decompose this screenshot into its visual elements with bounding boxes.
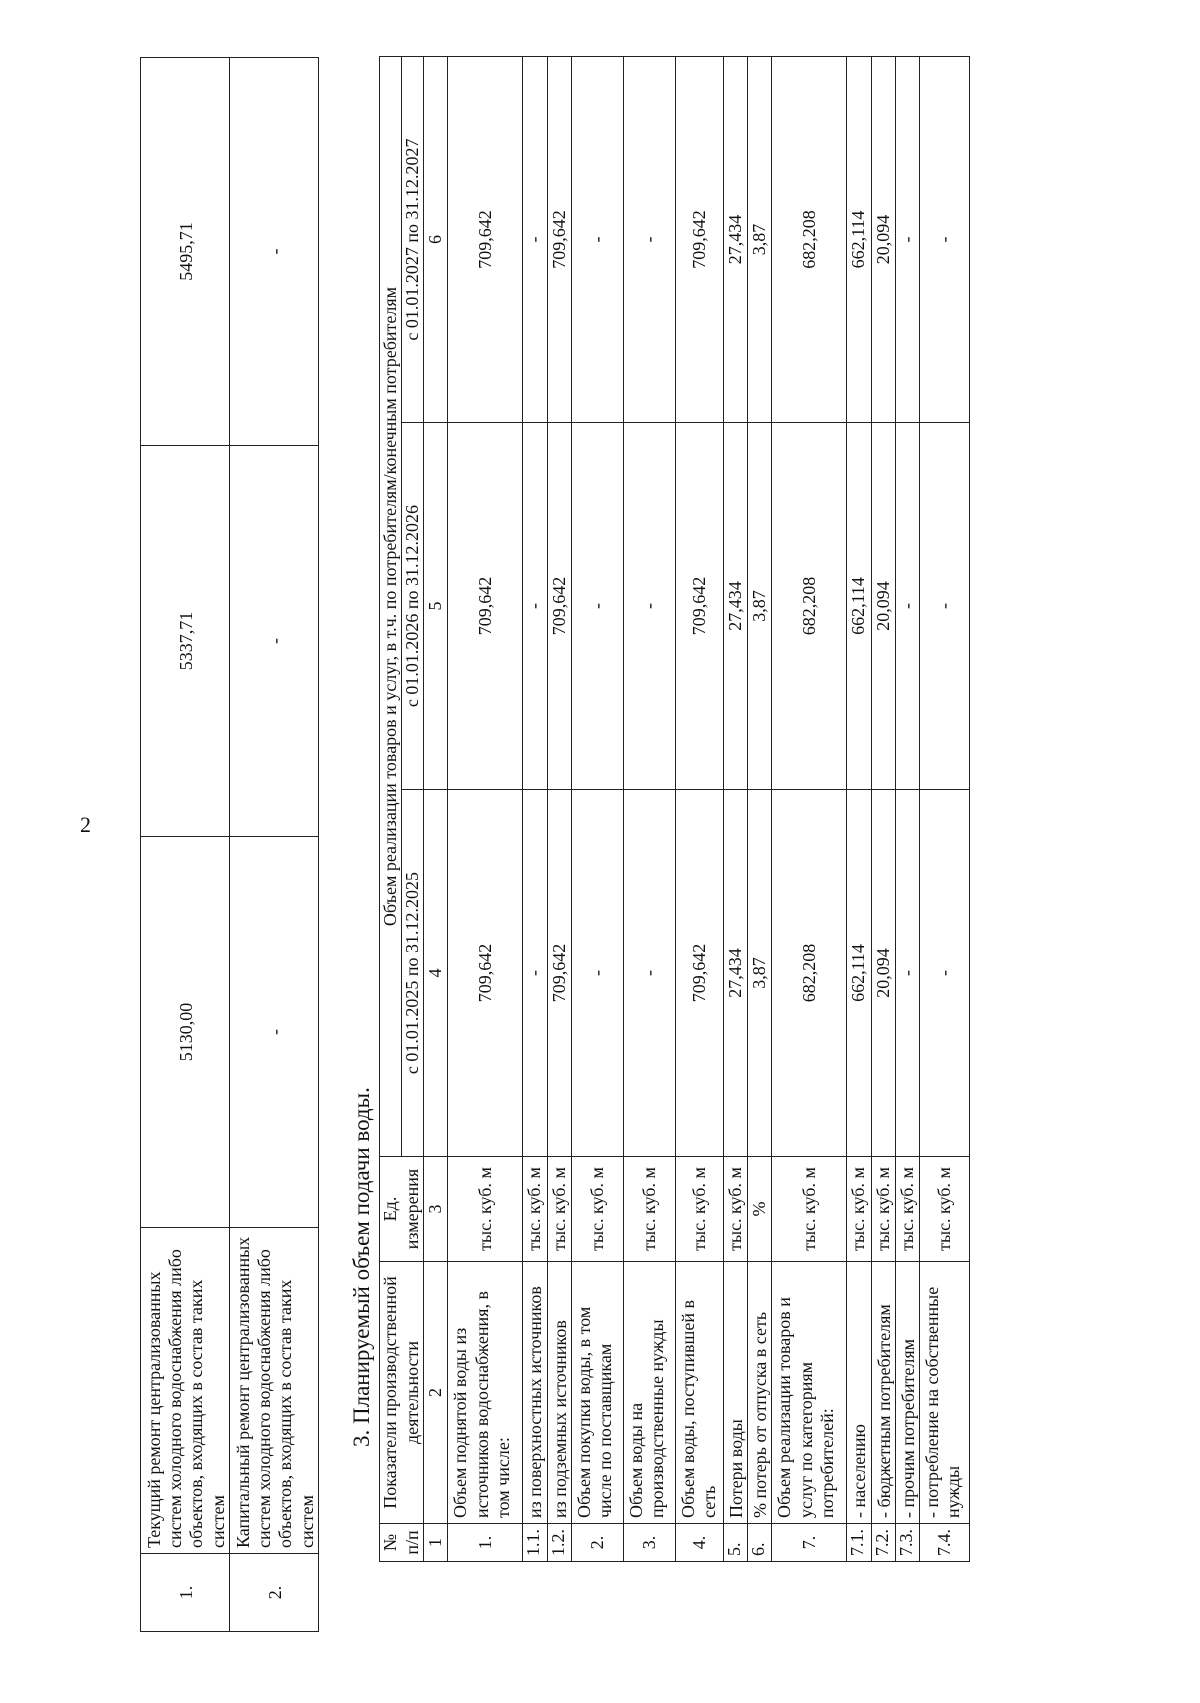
value-2025: - bbox=[523, 790, 547, 1157]
value-2026: - bbox=[919, 423, 969, 790]
unit: тыс. куб. м bbox=[871, 1157, 895, 1262]
table-row bbox=[448, 56, 523, 1561]
row-number: 5. bbox=[723, 1524, 747, 1562]
value-2026: 3,87 bbox=[748, 423, 772, 790]
row-number: 6. bbox=[748, 1524, 772, 1562]
value-2025: - bbox=[571, 790, 623, 1157]
header-period-2026: с 01.01.2026 по 31.12.2026 bbox=[402, 423, 424, 790]
indicator-name: Потери воды bbox=[723, 1262, 747, 1524]
indicator-name: - населению bbox=[847, 1262, 871, 1524]
value-2027: - bbox=[895, 56, 919, 422]
value-2026: 20,094 bbox=[871, 423, 895, 790]
value-2025: 709,642 bbox=[448, 790, 523, 1157]
header-period-2027: с 01.01.2027 по 31.12.2027 bbox=[402, 56, 424, 422]
unit: тыс. куб. м bbox=[675, 1157, 723, 1262]
indicator-name: из поверхностных источников bbox=[523, 1262, 547, 1524]
unit: тыс. куб. м bbox=[723, 1157, 747, 1262]
table-row bbox=[772, 56, 847, 1561]
unit: тыс. куб. м bbox=[919, 1157, 969, 1262]
col-number: 3 bbox=[424, 1157, 448, 1262]
header-indicator: Показатели производственной деятельности bbox=[379, 1262, 423, 1524]
value-2026: - bbox=[571, 423, 623, 790]
value-2027: - bbox=[623, 56, 675, 422]
row-number: 7.3. bbox=[895, 1524, 919, 1562]
col-number: 2 bbox=[424, 1262, 448, 1524]
value-2026: 662,114 bbox=[847, 423, 871, 790]
value-2025: 5130,00 bbox=[141, 837, 230, 1228]
value-2025: - bbox=[229, 837, 318, 1228]
col-number: 1 bbox=[424, 1524, 448, 1562]
value-2025: 709,642 bbox=[675, 790, 723, 1157]
value-2025: 709,642 bbox=[547, 790, 571, 1157]
value-2025: 3,87 bbox=[748, 790, 772, 1157]
work-name: Капитальный ремонт централизованных систем холодного водоснабжения либо объектов, входящих в состав таких систем bbox=[229, 1228, 318, 1554]
value-2026: - bbox=[623, 423, 675, 790]
col-number: 4 bbox=[424, 790, 448, 1157]
value-2026: 27,434 bbox=[723, 423, 747, 790]
section-title: 3. Планируемый объем подачи воды. bbox=[348, 1087, 374, 1447]
header-period-2025: с 01.01.2025 по 31.12.2025 bbox=[402, 790, 424, 1157]
row-number: 4. bbox=[675, 1524, 723, 1562]
value-2025: - bbox=[919, 790, 969, 1157]
value-2026: 682,208 bbox=[772, 423, 847, 790]
value-2026: - bbox=[229, 446, 318, 837]
value-2025: 27,434 bbox=[723, 790, 747, 1157]
table-row bbox=[571, 56, 623, 1561]
unit: тыс. куб. м bbox=[895, 1157, 919, 1262]
page-number: 2 bbox=[80, 812, 91, 837]
row-number: 7.2. bbox=[871, 1524, 895, 1562]
row-number: 1. bbox=[448, 1524, 523, 1562]
unit: тыс. куб. м bbox=[772, 1157, 847, 1262]
value-2027: - bbox=[229, 58, 318, 446]
row-number: 3. bbox=[623, 1524, 675, 1562]
header-unit: Ед. измерения bbox=[379, 1157, 423, 1262]
unit: тыс. куб. м bbox=[448, 1157, 523, 1262]
indicator-name: Объем поднятой воды из источников водоснабжения, в том числе: bbox=[448, 1262, 523, 1524]
unit: тыс. куб. м bbox=[571, 1157, 623, 1262]
unit: тыс. куб. м bbox=[623, 1157, 675, 1262]
table-row bbox=[723, 56, 747, 1561]
value-2027: 20,094 bbox=[871, 56, 895, 422]
indicator-name: Объем воды, поступившей в сеть bbox=[675, 1262, 723, 1524]
value-2027: 5495,71 bbox=[141, 58, 230, 446]
value-2026: 709,642 bbox=[675, 423, 723, 790]
value-2027: - bbox=[523, 56, 547, 422]
value-2025: 662,114 bbox=[847, 790, 871, 1157]
value-2025: 20,094 bbox=[871, 790, 895, 1157]
header-group: Объем реализации товаров и услуг, в т.ч. по потребителям/конечным потребителям bbox=[379, 56, 401, 1156]
indicator-name: - прочим потребителям bbox=[895, 1262, 919, 1524]
indicator-name: из подземных источников bbox=[547, 1262, 571, 1524]
header-row bbox=[379, 56, 401, 1561]
indicator-name: Объем покупки воды, в том числе по поставщикам bbox=[571, 1262, 623, 1524]
value-2027: - bbox=[919, 56, 969, 422]
table-row bbox=[748, 56, 772, 1561]
table-row bbox=[871, 56, 895, 1561]
row-number: 7. bbox=[772, 1524, 847, 1562]
table-row bbox=[229, 58, 318, 1632]
table-row bbox=[623, 56, 675, 1561]
value-2027: 709,642 bbox=[675, 56, 723, 422]
water-volume-table bbox=[379, 56, 970, 1562]
row-number: 1.2. bbox=[547, 1524, 571, 1562]
value-2025: - bbox=[895, 790, 919, 1157]
value-2027: 662,114 bbox=[847, 56, 871, 422]
row-number: 1.1. bbox=[523, 1524, 547, 1562]
unit: тыс. куб. м bbox=[523, 1157, 547, 1262]
unit: тыс. куб. м bbox=[547, 1157, 571, 1262]
value-2027: - bbox=[571, 56, 623, 422]
row-number: 7.4. bbox=[919, 1524, 969, 1562]
table-row bbox=[523, 56, 547, 1561]
row-number: 2. bbox=[571, 1524, 623, 1562]
row-number: 1. bbox=[141, 1554, 230, 1632]
works-table bbox=[140, 57, 319, 1632]
indicator-name: % потерь от отпуска в сеть bbox=[748, 1262, 772, 1524]
row-number: 7.1. bbox=[847, 1524, 871, 1562]
value-2026: 5337,71 bbox=[141, 446, 230, 837]
header-num: № п/п bbox=[379, 1524, 423, 1562]
unit: тыс. куб. м bbox=[847, 1157, 871, 1262]
column-numbers-row bbox=[424, 56, 448, 1561]
table-row bbox=[675, 56, 723, 1561]
value-2025: - bbox=[623, 790, 675, 1157]
value-2027: 709,642 bbox=[448, 56, 523, 422]
table-row bbox=[919, 56, 969, 1561]
indicator-name: - потребление на собственные нужды bbox=[919, 1262, 969, 1524]
table-row bbox=[895, 56, 919, 1561]
indicator-name: Объем воды на производственные нужды bbox=[623, 1262, 675, 1524]
value-2026: - bbox=[523, 423, 547, 790]
value-2027: 682,208 bbox=[772, 56, 847, 422]
value-2027: 709,642 bbox=[547, 56, 571, 422]
col-number: 6 bbox=[424, 56, 448, 422]
row-number: 2. bbox=[229, 1554, 318, 1632]
table-row bbox=[847, 56, 871, 1561]
rotated-page-content bbox=[140, 57, 1130, 1632]
work-name: Текущий ремонт централизованных систем холодного водоснабжения либо объектов, входящих в состав таких систем bbox=[141, 1228, 230, 1554]
col-number: 5 bbox=[424, 423, 448, 790]
table-row bbox=[141, 58, 230, 1632]
unit: % bbox=[748, 1157, 772, 1262]
indicator-name: - бюджетным потребителям bbox=[871, 1262, 895, 1524]
table-row bbox=[547, 56, 571, 1561]
value-2026: - bbox=[895, 423, 919, 790]
indicator-name: Объем реализации товаров и услуг по категориям потребителей: bbox=[772, 1262, 847, 1524]
value-2027: 3,87 bbox=[748, 56, 772, 422]
value-2027: 27,434 bbox=[723, 56, 747, 422]
value-2026: 709,642 bbox=[547, 423, 571, 790]
value-2025: 682,208 bbox=[772, 790, 847, 1157]
value-2026: 709,642 bbox=[448, 423, 523, 790]
